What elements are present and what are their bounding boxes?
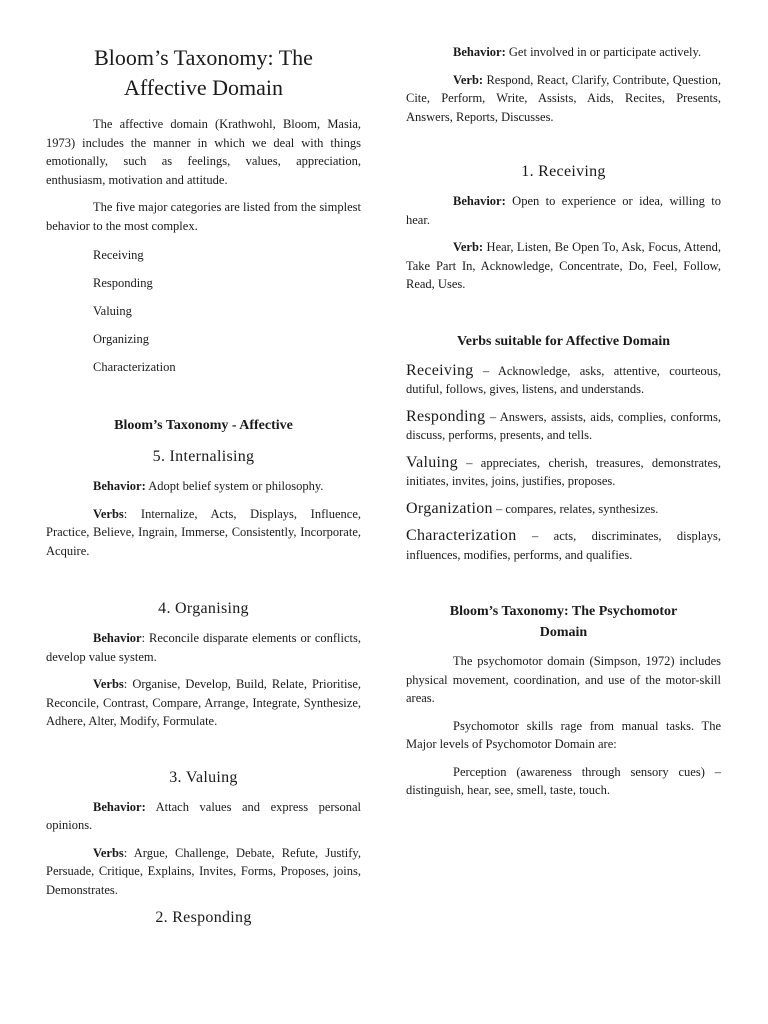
verb-label: Verb: [453, 72, 484, 87]
valuing-heading: 3. Valuing [169, 768, 238, 786]
left-column [46, 0, 361, 929]
responding-behavior [406, 43, 721, 62]
title-line-2: Affective Domain [123, 75, 284, 100]
responding-heading: 2. Responding [155, 909, 252, 926]
verb-term: Characterization [406, 527, 517, 544]
organising-heading: 4. Organising [158, 600, 249, 617]
internalising-verbs [46, 505, 361, 561]
internalising-heading: 5. Internalising [152, 448, 255, 465]
verb-item-text: – Acknowledge, asks, attentive, courteous, dutiful, follows, gives, listens, and understands. [406, 363, 721, 396]
psychomotor-heading-line-2: Domain [539, 625, 588, 640]
verb-text: : Argue, Challenge, Debate, Refute, Justify, Persuade, Critique, Explains, Invites, Forms, Proposes, joins, Demonstrates. [46, 845, 361, 897]
categories-intro: The five major categories are listed from the simplest behavior to the most complex. [46, 200, 361, 233]
behavior-text: : Reconcile disparate elements or conflicts, develop value system. [46, 631, 361, 664]
verb-text: : Internalize, Acts, Displays, Influence, Practice, Believe, Ingrain, Immerse, Consistently, Incorporate, Acquire. [46, 506, 361, 558]
internalising-behavior [46, 477, 361, 496]
psychomotor-heading-line-1: Bloom’s Taxonomy: The Psychomotor [449, 604, 678, 619]
verb-label: Verbs [93, 845, 124, 860]
behavior-text: Attach values and express personal opinions. [46, 799, 361, 832]
right-column [406, 0, 721, 800]
verb-item-organization [406, 500, 721, 519]
receiving-verbs [406, 238, 721, 294]
affective-heading: Bloom’s Taxonomy - Affective [114, 418, 293, 433]
verb-item-text: – Answers, assists, aids, complies, conforms, discuss, performs, presents, and tells. [406, 409, 721, 442]
psychomotor-paragraph-3: Perception (awareness through sensory cues) – distinguish, hear, see, smell, taste, touch. [406, 764, 721, 797]
intro-paragraph: The affective domain (Krathwohl, Bloom, Masia, 1973) includes the manner in which we deal with things emotionally, such as feelings, values, appreciation, enthusiasm, motivation and attitude. [46, 117, 361, 187]
organising-verbs [46, 675, 361, 731]
behavior-text: Get involved in or participate actively. [505, 45, 702, 59]
receiving-behavior [406, 192, 721, 229]
verb-item-text: – appreciates, cherish, treasures, demonstrates, initiates, invites, joins, justifies, proposes. [406, 455, 721, 488]
behavior-label: Behavior: [453, 194, 506, 208]
verb-term: Organization [406, 499, 493, 517]
responding-verbs [406, 71, 721, 127]
psychomotor-heading [406, 601, 721, 643]
category-item: Responding [93, 276, 153, 290]
verb-term: Receiving [406, 361, 474, 379]
category-list [46, 241, 361, 381]
psychomotor-paragraph-1: The psychomotor domain (Simpson, 1972) includes physical movement, coordination, and use of the motor-skill areas. [406, 654, 721, 705]
category-item: Organizing [93, 332, 150, 346]
verb-item-responding [406, 408, 721, 445]
verb-item-characterization [406, 527, 721, 564]
verb-item-receiving [406, 362, 721, 399]
verb-item-valuing [406, 454, 721, 491]
verb-text: Respond, React, Clarify, Contribute, Question, Cite, Perform, Write, Assists, Aids, Recites, Presents, Answers, Reports, Discusses. [406, 72, 721, 124]
organising-behavior [46, 629, 361, 666]
valuing-behavior [46, 798, 361, 835]
category-item: Receiving [93, 248, 144, 262]
behavior-label: Behavior: [453, 45, 506, 59]
verb-item-text: – acts, discriminates, displays, influences, modifies, performs, and qualifies. [406, 529, 721, 562]
verb-text: : Organise, Develop, Build, Relate, Prioritise, Reconcile, Contrast, Compare, Arrange, Integrate, Synthesize, Adhere, Alter, Modify, Formulate. [46, 677, 361, 728]
verb-term: Responding [406, 407, 486, 425]
behavior-text: Open to experience or idea, willing to hear. [406, 194, 721, 227]
verb-label: Verbs [93, 677, 124, 691]
verbs-heading: Verbs suitable for Affective Domain [456, 333, 671, 349]
category-item: Characterization [93, 360, 176, 374]
behavior-label: Behavior [93, 631, 142, 645]
verb-term: Valuing [406, 453, 458, 471]
verb-item-text: – compares, relates, synthesizes. [492, 501, 659, 516]
behavior-label: Behavior: [93, 479, 146, 493]
verb-label: Verbs [93, 506, 124, 521]
category-item: Valuing [93, 304, 132, 318]
behavior-text: Adopt belief system or philosophy. [145, 479, 324, 493]
psychomotor-paragraph-2: Psychomotor skills rage from manual tasks. The Major levels of Psychomotor Domain are: [406, 718, 721, 751]
behavior-label: Behavior: [93, 799, 146, 814]
title-line-1: Bloom’s Taxonomy: The [94, 45, 313, 70]
receiving-heading: 1. Receiving [521, 163, 606, 180]
verb-text: Hear, Listen, Be Open To, Ask, Focus, Attend, Take Part In, Acknowledge, Concentrate, Do, Feel, Follow, Read, Uses. [406, 240, 721, 291]
document-title [46, 43, 361, 103]
verb-label: Verb: [453, 240, 484, 254]
valuing-verbs [46, 844, 361, 900]
